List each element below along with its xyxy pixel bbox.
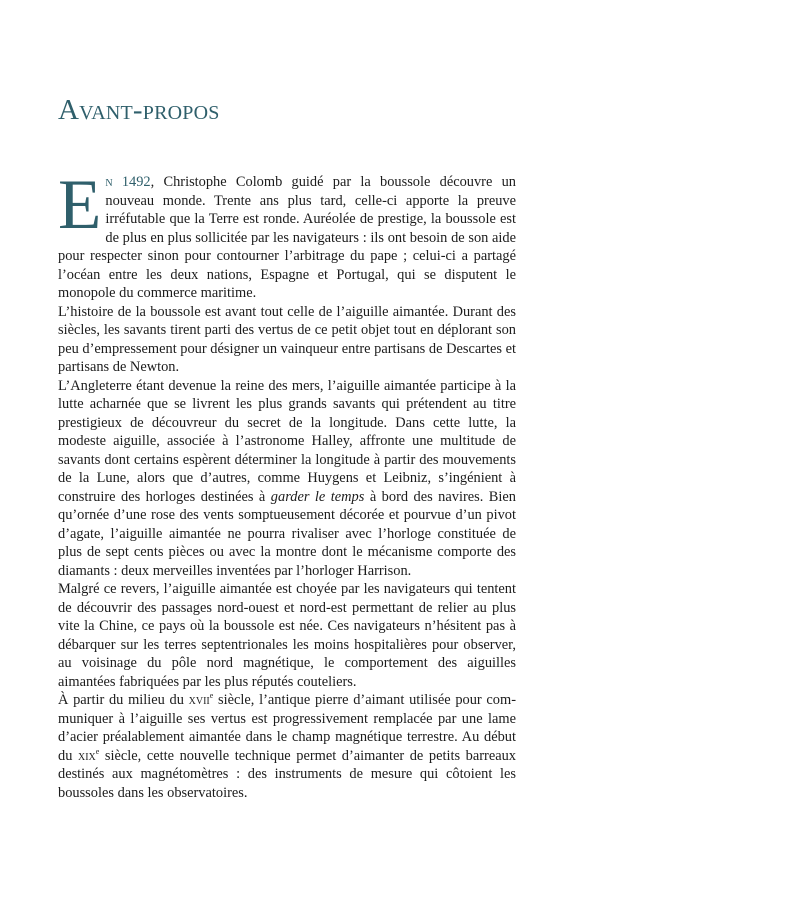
century-superscript-1: e (209, 691, 214, 701)
paragraph-2: L’histoire de la boussole est avant tout celle de l’aiguille aimantée. Durant des siècles, les savants tirent parti des vertus de ce petit objet tout en déplorant son peu d’empressement pour désigner un vainqueur entre partisans de Descartes et partisans de Newton. (58, 303, 516, 375)
drop-cap: E (58, 166, 102, 244)
paragraph-5 (58, 691, 516, 802)
lead-in: n 1492 (105, 174, 151, 190)
paragraph-5-text-a: À partir du milieu du (58, 692, 189, 708)
century-superscript-2: e (95, 746, 100, 756)
body-text (58, 166, 516, 802)
paragraph-3-text-a: L’Angleterre étant devenue la reine des mers, l’aiguille aimantée participe à la lutte acharnée que se livrent les plus grands savants qui prétendent au titre prestigieux de découvreur du secret de la longitude. Dans cette lutte, la modeste aiguille, associée à l’astronome Halley, affronte une multitude de savants dont certains espèrent déterminer la longitude à partir des mouvements de la Lune, alors que d’autres, comme Huygens et Leibniz, s’ingénient à construire des horloges destinées à (58, 377, 516, 505)
page-title: Avant-propos (58, 94, 220, 126)
paragraph-3 (58, 377, 516, 581)
paragraph-1 (58, 166, 516, 303)
century-numeral-2: xix (77, 747, 96, 764)
paragraph-5-text-b: siècle, l’antique pierre d’aimant utilisée pour communiquer à l’aiguille ses vertus est progressivement remplacée par une lame d’acier préalablement aimantée dans le champ magnétique terrestre. Au début du (58, 692, 516, 764)
paragraph-1-text: , Christophe Colomb guidé par la boussole découvre un nouveau monde. Trente ans plus tard, celle-ci apporte la preuve irréfutable que la Terre est ronde. Auréolée de prestige, la boussole est de plus en plus sollicitée par les navigateurs : ils ont besoin de son aide pour respecter sinon pour contourner l’arbitrage du pape ; celui-ci a partagé l’océan entre les deux nations, Espagne et Portugal, qui se disputent le monopole du commerce maritime. (58, 174, 516, 301)
paragraph-5-text-c: siècle, cette nouvelle technique permet d’aimanter de petits barreaux destinés aux magnétomètres : des instruments de mesure qui côtoient les boussoles dans les observatoires. (58, 747, 516, 801)
paragraph-3-text-b: à bord des navires. Bien qu’ornée d’une rose des vents somptueusement décorée et pourvue d’un pivot d’agate, l’aiguille aimantée ne pourra rivaliser avec l’horloge constituée de plus de sept cents pièces ou avec la montre dont le mécanisme comporte des diamants : deux merveilles inventées par l’horloger Harrison. (58, 488, 516, 579)
paragraph-4: Malgré ce revers, l’aiguille aimantée est choyée par les navigateurs qui tentent de découvrir des passages nord-ouest et nord-est permettant de relier au plus vite la Chine, ce pays où la boussole est née. Ces navigateurs n’hésitent pas à débarquer sur les terres septentrionales les moins hospitalières pour observer, au voisinage du pôle nord magnétique, le comportement des aiguilles aimantées fabriquées par les plus réputés couteliers. (58, 581, 516, 690)
italic-phrase: garder le temps (270, 488, 365, 505)
century-numeral-1: xvii (188, 692, 210, 708)
